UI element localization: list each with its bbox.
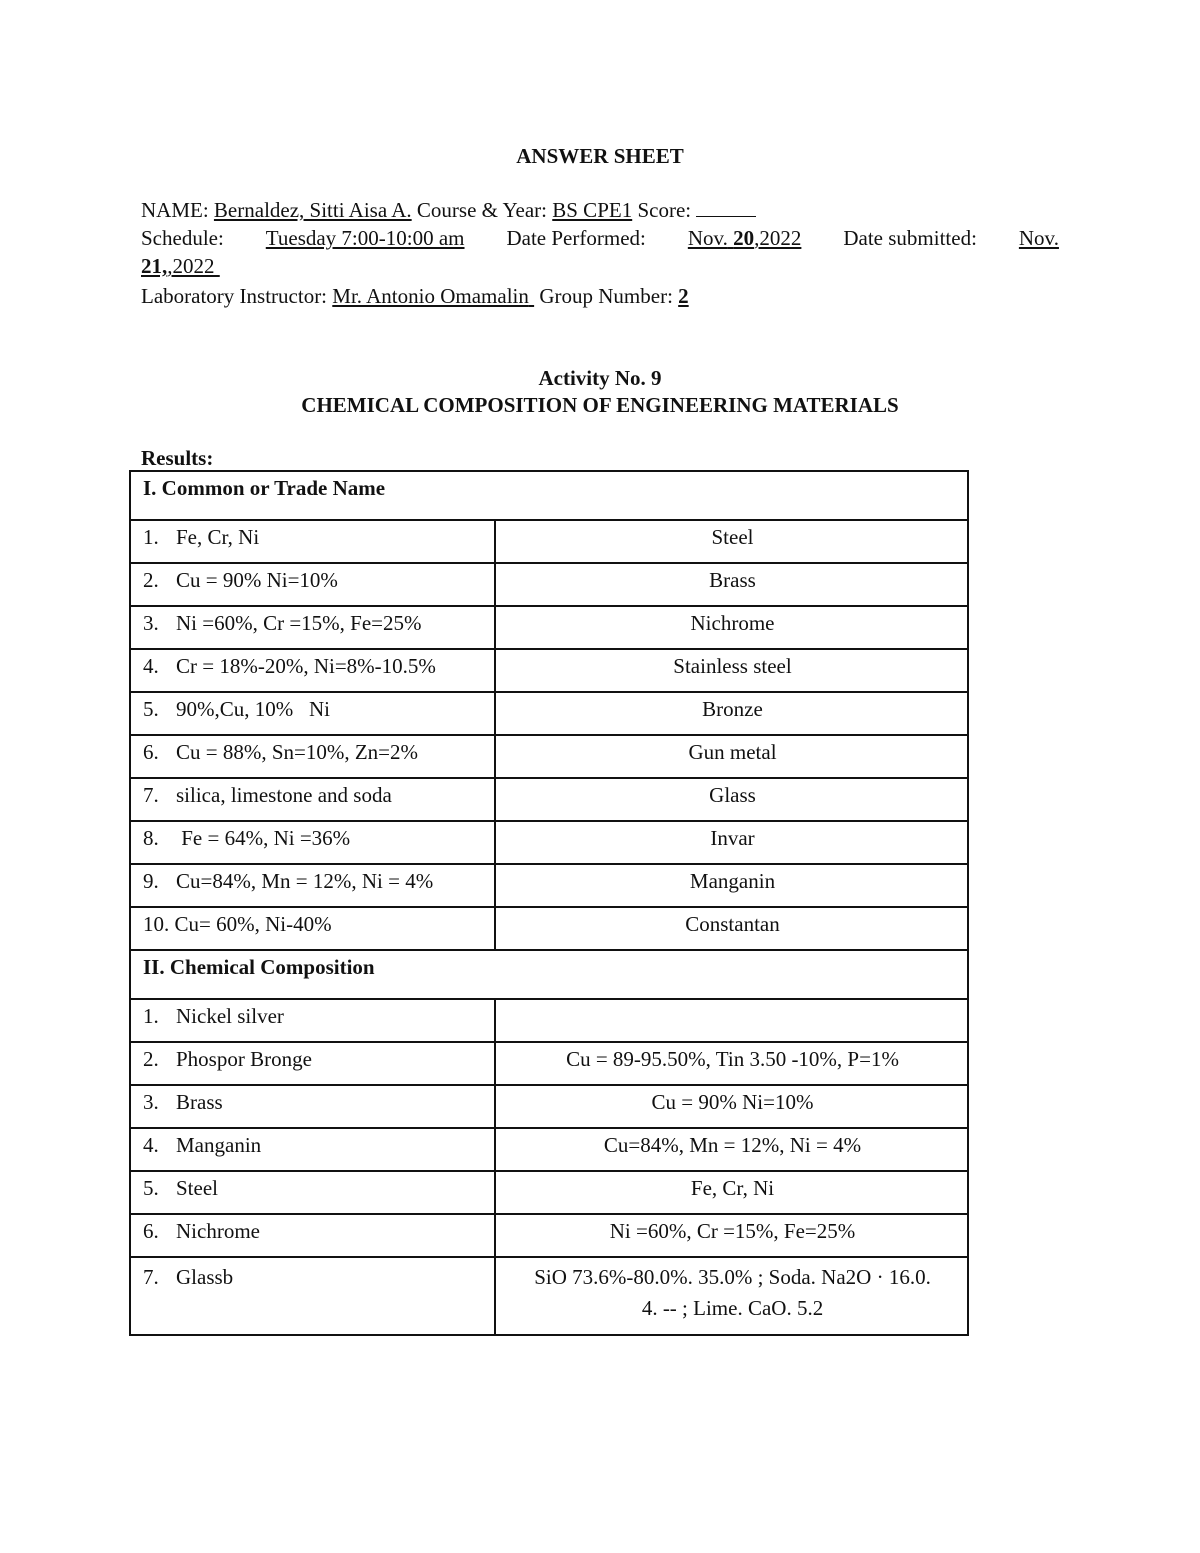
name-value: Bernaldez, Sitti Aisa A. — [213, 198, 412, 222]
row-left-cell: 4. Cr = 18%-20%, Ni=8%-10.5% — [130, 649, 495, 692]
section-heading-row — [130, 950, 968, 999]
row-left-cell: 6. Cu = 88%, Sn=10%, Zn=2% — [130, 735, 495, 778]
row-right-cell: Cu = 90% Ni=10% — [495, 1085, 968, 1128]
row-left-cell: 9. Cu=84%, Mn = 12%, Ni = 4% — [130, 864, 495, 907]
row-left-cell: 6. Nichrome — [130, 1214, 495, 1257]
date-submitted-year: ,2022 — [167, 254, 215, 278]
table-row — [130, 1171, 968, 1214]
results-label: Results: — [141, 446, 214, 470]
table-row — [130, 606, 968, 649]
row-right-cell: Gun metal — [495, 735, 968, 778]
course-value: BS CPE1 — [552, 198, 633, 222]
row-right-cell — [495, 999, 968, 1042]
section1-heading: I. Common or Trade Name — [130, 471, 968, 520]
table-row — [130, 1257, 968, 1335]
name-label: NAME: — [141, 198, 209, 222]
row-left-cell: 4. Manganin — [130, 1128, 495, 1171]
row-right-cell: Fe, Cr, Ni — [495, 1171, 968, 1214]
row-left-cell: 3. Ni =60%, Cr =15%, Fe=25% — [130, 606, 495, 649]
row-right-cell: Invar — [495, 821, 968, 864]
glass-composition-line1: SiO 73.6%-80.0%. 35.0% ; Soda. Na2O · 16.0. — [534, 1265, 931, 1289]
score-label: Score: — [637, 198, 692, 222]
row-left-cell: 8. Fe = 64%, Ni =36% — [130, 821, 495, 864]
activity-number: Activity No. 9 — [538, 366, 662, 390]
row-right-cell: Cu=84%, Mn = 12%, Ni = 4% — [495, 1128, 968, 1171]
row-left-cell: 3. Brass — [130, 1085, 495, 1128]
row-right-cell: Constantan — [495, 907, 968, 950]
score-blank — [696, 198, 756, 217]
date-submitted-day: 21, — [141, 254, 168, 278]
table-row — [130, 999, 968, 1042]
row-right-cell: Ni =60%, Cr =15%, Fe=25% — [495, 1214, 968, 1257]
row-right-cell: Cu = 89-95.50%, Tin 3.50 -10%, P=1% — [495, 1042, 968, 1085]
instructor-value: Mr. Antonio Omamalin — [332, 284, 529, 308]
section-heading-row — [130, 471, 968, 520]
name-line — [141, 198, 756, 223]
row-left-cell: 1. Fe, Cr, Ni — [130, 520, 495, 563]
row-left-cell: 1. Nickel silver — [130, 999, 495, 1042]
table-row — [130, 864, 968, 907]
table-row — [130, 778, 968, 821]
instructor-line — [141, 284, 689, 309]
schedule-label: Schedule: — [141, 226, 224, 250]
course-label: Course & Year: — [416, 198, 547, 222]
row-left-cell: 2. Phospor Bronge — [130, 1042, 495, 1085]
date-submitted-month: Nov. — [1018, 226, 1059, 250]
row-left-cell: 7. silica, limestone and soda — [130, 778, 495, 821]
date-performed-label: Date Performed: — [506, 226, 646, 250]
group-label: Group Number: — [539, 284, 673, 308]
schedule-line — [141, 226, 1059, 251]
table-row — [130, 907, 968, 950]
date-performed-year: ,2022 — [754, 226, 802, 250]
row-right-cell: Stainless steel — [495, 649, 968, 692]
page-title: ANSWER SHEET — [516, 144, 684, 168]
row-right-cell: Bronze — [495, 692, 968, 735]
row-right-cell: Brass — [495, 563, 968, 606]
glass-composition-line2: 4. -- ; Lime. CaO. 5.2 — [641, 1296, 824, 1320]
results-table — [129, 470, 969, 1336]
instructor-label: Laboratory Instructor: — [141, 284, 328, 308]
date-performed-month: Nov. — [687, 226, 728, 250]
table-row — [130, 1214, 968, 1257]
date-submitted-value — [141, 254, 220, 278]
table-row — [130, 563, 968, 606]
date-submitted-label: Date submitted: — [843, 226, 977, 250]
group-value: 2 — [678, 284, 689, 308]
schedule-value: Tuesday 7:00-10:00 am — [265, 226, 465, 250]
row-right-cell — [495, 1257, 968, 1335]
row-left-cell: 10. Cu= 60%, Ni-40% — [130, 907, 495, 950]
row-left-cell: 5. 90%,Cu, 10% Ni — [130, 692, 495, 735]
table-row — [130, 735, 968, 778]
date-performed-value — [688, 226, 802, 251]
section2-heading: II. Chemical Composition — [130, 950, 968, 999]
row-left-cell: 7. Glassb — [130, 1257, 495, 1335]
row-right-cell: Nichrome — [495, 606, 968, 649]
table-row — [130, 1042, 968, 1085]
row-left-cell: 2. Cu = 90% Ni=10% — [130, 563, 495, 606]
activity-title: CHEMICAL COMPOSITION OF ENGINEERING MATERIALS — [301, 393, 899, 417]
table-row — [130, 1128, 968, 1171]
table-row — [130, 692, 968, 735]
row-left-cell: 5. Steel — [130, 1171, 495, 1214]
table-row — [130, 1085, 968, 1128]
row-right-cell: Manganin — [495, 864, 968, 907]
row-right-cell: Glass — [495, 778, 968, 821]
table-row — [130, 520, 968, 563]
table-row — [130, 821, 968, 864]
row-right-cell: Steel — [495, 520, 968, 563]
table-row — [130, 649, 968, 692]
date-performed-day: 20 — [733, 226, 755, 250]
date-submitted-continued — [141, 254, 220, 279]
